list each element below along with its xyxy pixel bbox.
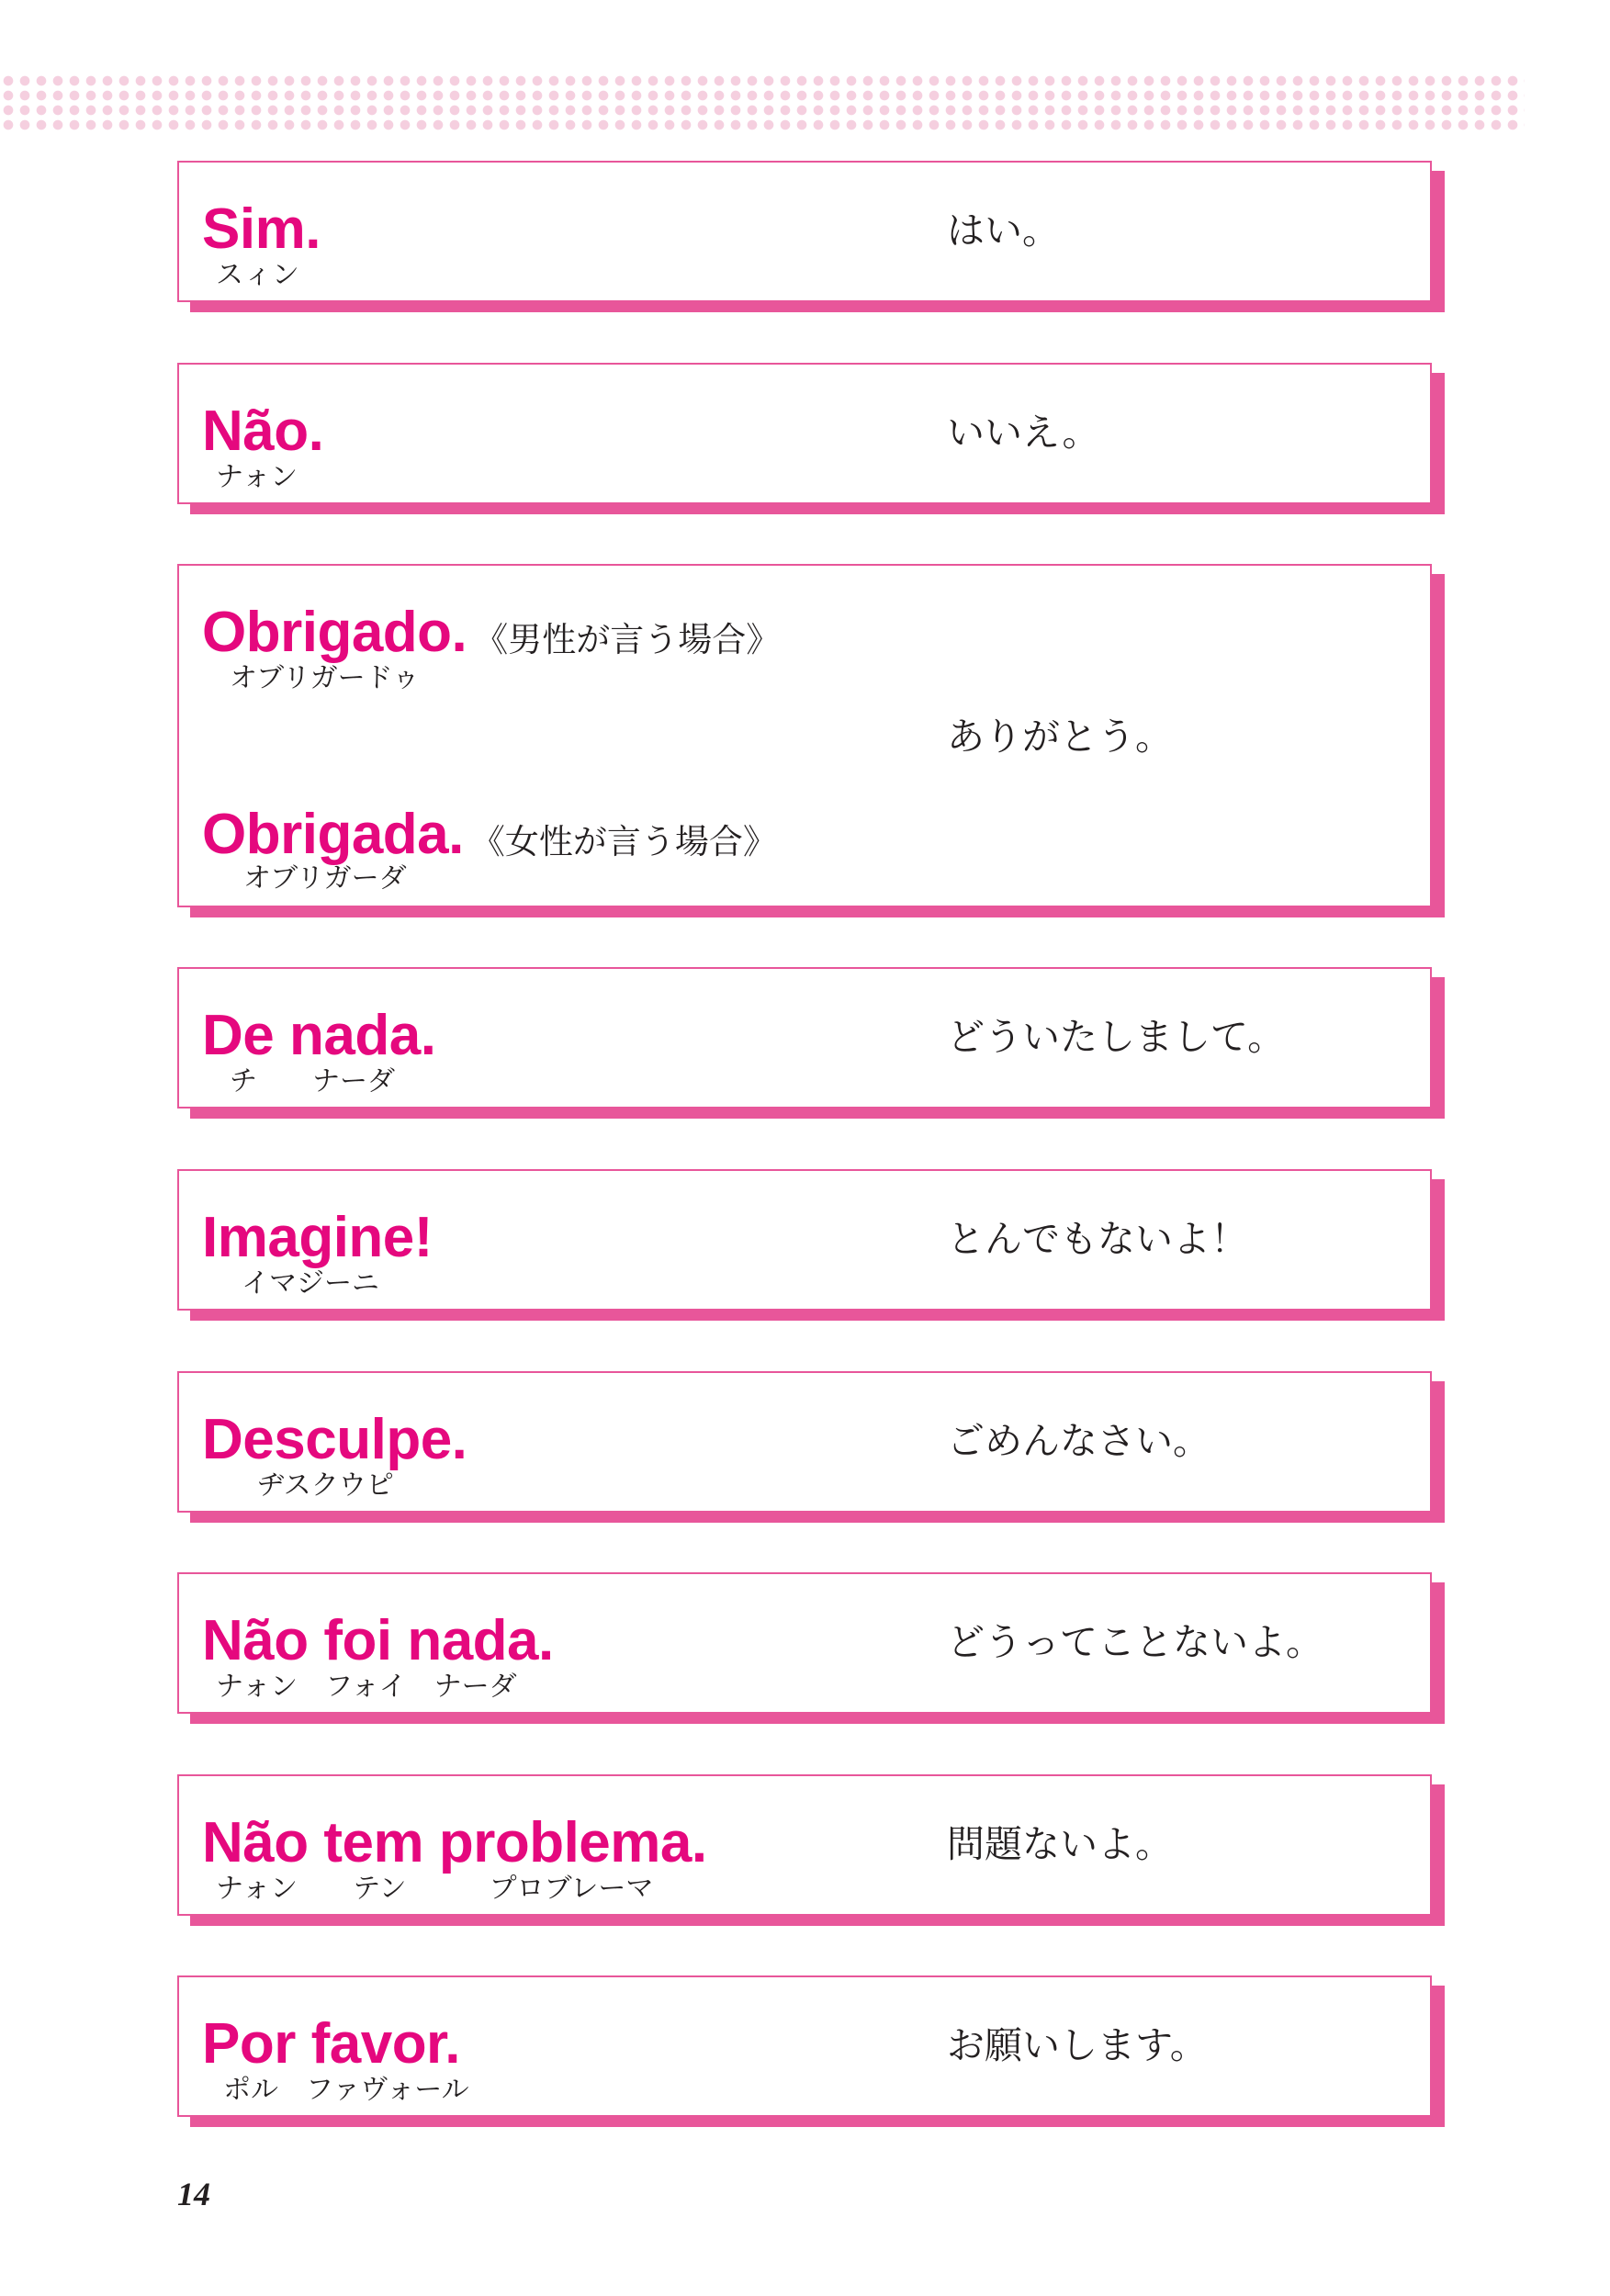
portuguese-phrase-female [202,803,777,866]
pronunciation: イマジーニ [242,1267,379,1300]
pronunciation: スィン [216,259,299,291]
portuguese-phrase-female-text: Obrigada. [202,803,464,866]
portuguese-phrase-male-text: Obrigado. [202,601,467,664]
pronunciation: ナォン フォイ ナーダ [216,1671,517,1703]
japanese-translation: どうってことないよ。 [947,1620,1323,1664]
phrase-card-de-nada [177,967,1432,1109]
dotted-header-band [0,73,1525,132]
japanese-translation: はい。 [947,208,1060,253]
pronunciation-female: オブリガーダ [243,862,407,895]
pronunciation: チ ナーダ [230,1065,395,1097]
japanese-translation: ごめんなさい。 [947,1419,1210,1463]
pronunciation: ナォン テン プロブレーマ [216,1873,654,1905]
usage-note-female: 《女性が言う場合》 [470,822,777,861]
portuguese-phrase: Não foi nada. [202,1609,554,1672]
japanese-translation: いいえ。 [947,411,1100,455]
japanese-translation: どういたしまして。 [947,1015,1286,1059]
portuguese-phrase-male [202,601,781,664]
portuguese-phrase: Por favor. [202,2012,460,2076]
phrase-card-desculpe [177,1371,1432,1513]
portuguese-phrase: De nada. [202,1004,436,1067]
pronunciation: ポル ファヴォール [223,2074,469,2106]
phrase-card-imagine [177,1169,1432,1311]
portuguese-phrase: Não tem problema. [202,1811,707,1874]
japanese-translation: ありがとう。 [947,715,1173,759]
japanese-translation: お願いします。 [947,2023,1208,2067]
phrase-card-nao [177,363,1432,504]
pronunciation-male: オブリガードゥ [230,662,420,694]
phrase-card-por-favor [177,1975,1432,2117]
usage-note-male: 《男性が言う場合》 [474,620,781,659]
page-number: 14 [177,2176,210,2212]
phrase-card-obrigado [177,564,1432,907]
phrase-card-nao-tem-problema [177,1774,1432,1916]
japanese-translation: とんでもないよ！ [947,1217,1248,1261]
pronunciation: ヂスクウピ [257,1469,394,1502]
portuguese-phrase: Imagine! [202,1206,433,1269]
phrase-card-nao-foi-nada [177,1572,1432,1714]
portuguese-phrase: Desculpe. [202,1408,467,1471]
japanese-translation: 問題ないよ。 [947,1822,1173,1866]
pronunciation: ナォン [216,461,298,493]
phrase-card-sim [177,161,1432,302]
portuguese-phrase: Sim. [202,197,321,261]
portuguese-phrase: Não. [202,400,324,463]
